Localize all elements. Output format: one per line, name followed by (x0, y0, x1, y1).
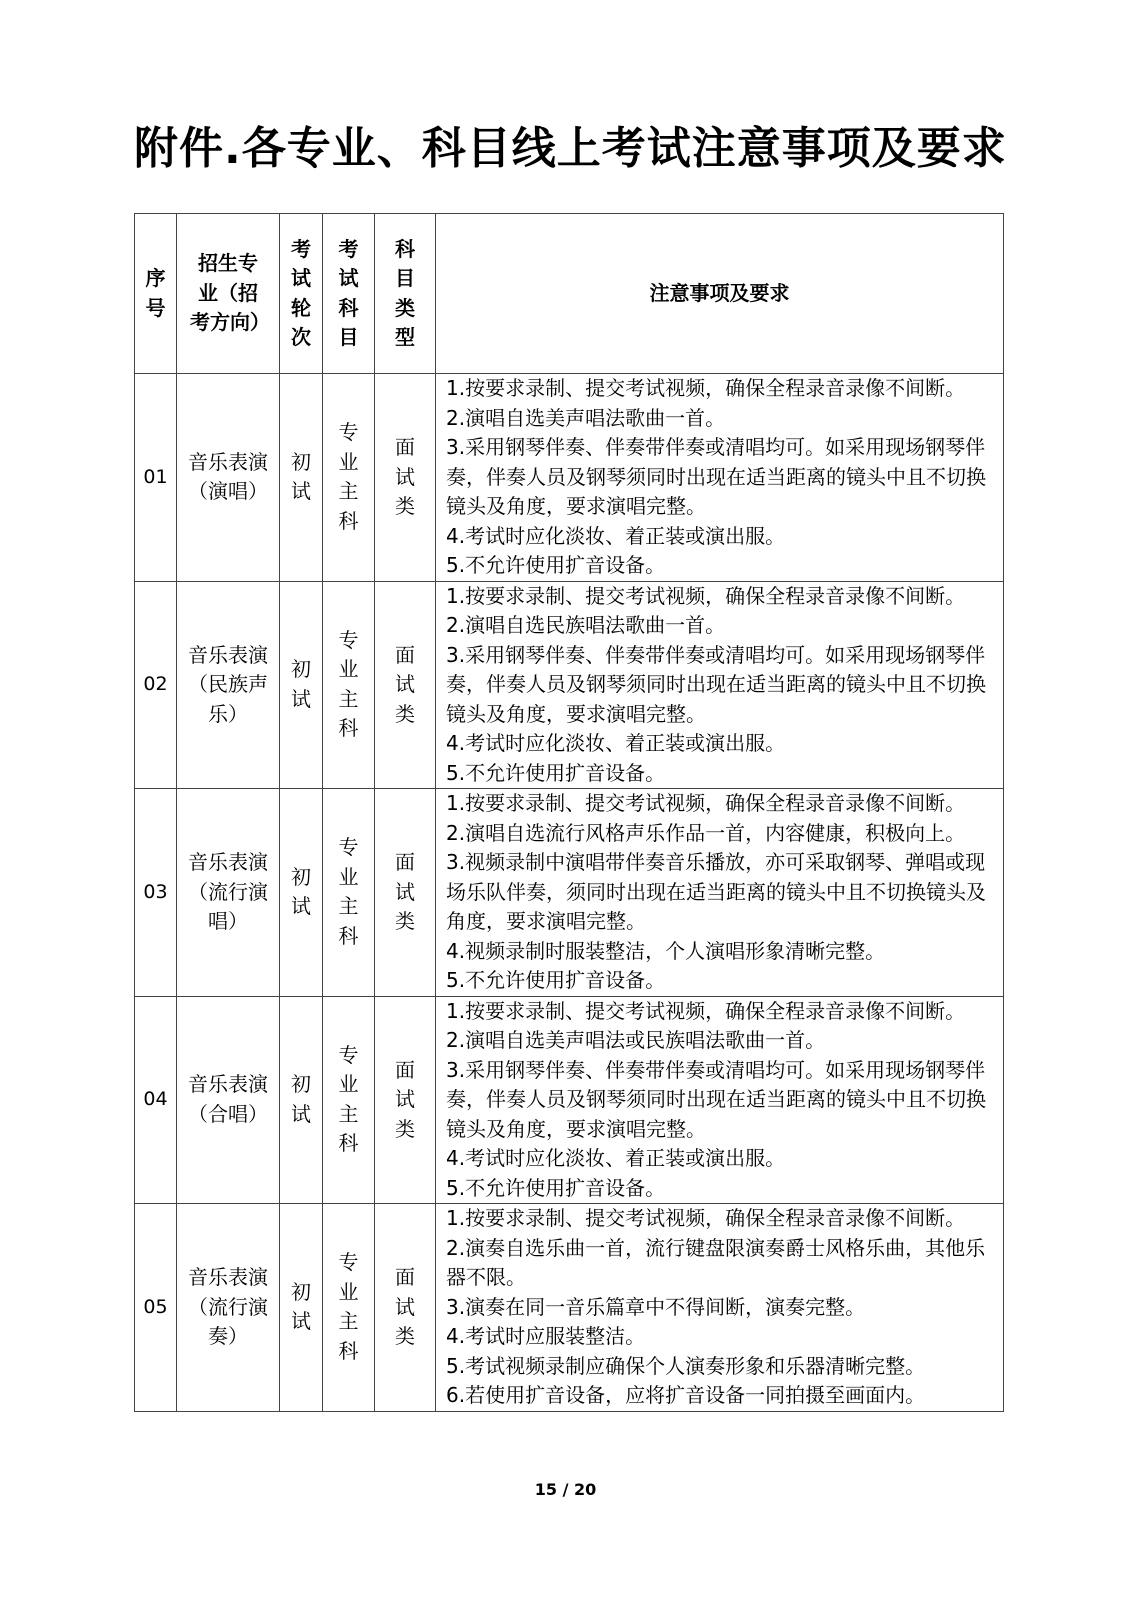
row-index: 02 (135, 581, 177, 789)
row-major: 音乐表演（流行演唱） (177, 789, 280, 997)
table-body (135, 374, 1004, 1412)
table-row (135, 996, 1004, 1204)
row-subject: 专业主科 (323, 1204, 375, 1412)
row-major: 音乐表演（合唱） (177, 996, 280, 1204)
row-requirements (436, 996, 1004, 1204)
row-requirements (436, 374, 1004, 582)
row-major: 音乐表演（演唱） (177, 374, 280, 582)
row-subject: 专业主科 (323, 789, 375, 997)
row-category: 面试类 (375, 374, 436, 582)
requirement-item: 2.演唱自选民族唱法歌曲一首。 (446, 613, 726, 637)
row-category: 面试类 (375, 789, 436, 997)
row-requirements (436, 1204, 1004, 1412)
requirement-item: 6.若使用扩音设备，应将扩音设备一同拍摄至画面内。 (446, 1383, 926, 1407)
requirement-item: 4.考试时应服装整洁。 (446, 1324, 646, 1348)
row-major: 音乐表演（民族声乐） (177, 581, 280, 789)
row-round: 初试 (280, 1204, 323, 1412)
requirement-item: 3.采用钢琴伴奏、伴奏带伴奏或清唱均可。如采用现场钢琴伴奏，伴奏人员及钢琴须同时出现在适当距离的镜头中且不切换镜头及角度，要求演唱完整。 (446, 1057, 986, 1141)
requirements-table (134, 213, 1004, 1412)
row-index: 03 (135, 789, 177, 997)
requirement-item: 1.按要求录制、提交考试视频，确保全程录音录像不间断。 (446, 376, 966, 400)
requirement-item: 3.视频录制中演唱带伴奏音乐播放，亦可采取钢琴、弹唱或现场乐队伴奏，须同时出现在适当距离的镜头中且不切换镜头及角度，要求演唱完整。 (446, 850, 986, 933)
row-requirements (436, 581, 1004, 789)
header-requirements: 注意事项及要求 (436, 214, 1004, 374)
requirement-item: 5.不允许使用扩音设备。 (446, 1175, 666, 1200)
row-round: 初试 (280, 374, 323, 582)
row-subject: 专业主科 (323, 996, 375, 1204)
page-title: 附件.各专业、科目线上考试注意事项及要求 (134, 123, 1007, 174)
requirement-item: 3.演奏在同一音乐篇章中不得间断，演奏完整。 (446, 1294, 866, 1319)
table-header-row (135, 214, 1004, 374)
row-round: 初试 (280, 996, 323, 1204)
requirement-item: 1.按要求录制、提交考试视频，确保全程录音录像不间断。 (446, 583, 966, 608)
requirement-item: 2.演唱自选美声唱法或民族唱法歌曲一首。 (446, 1028, 826, 1052)
requirement-item: 2.演唱自选流行风格声乐作品一首，内容健康，积极向上。 (446, 820, 966, 845)
table-row (135, 581, 1004, 789)
requirement-item: 5.不允许使用扩音设备。 (446, 760, 666, 785)
row-category: 面试类 (375, 996, 436, 1204)
requirement-item: 4.考试时应化淡妆、着正装或演出服。 (446, 731, 786, 755)
requirement-item: 2.演奏自选乐曲一首，流行键盘限演奏爵士风格乐曲，其他乐器不限。 (446, 1235, 986, 1289)
row-index: 01 (135, 374, 177, 582)
header-round: 考试轮次 (280, 214, 323, 374)
header-category: 科目类型 (375, 214, 436, 374)
requirement-item: 3.采用钢琴伴奏、伴奏带伴奏或清唱均可。如采用现场钢琴伴奏，伴奏人员及钢琴须同时出现在适当距离的镜头中且不切换镜头及角度，要求演唱完整。 (446, 435, 986, 518)
requirement-item: 4.考试时应化淡妆、着正装或演出服。 (446, 1146, 786, 1170)
requirement-item: 2.演唱自选美声唱法歌曲一首。 (446, 405, 726, 430)
requirement-item: 5.不允许使用扩音设备。 (446, 553, 666, 577)
row-major: 音乐表演（流行演奏） (177, 1204, 280, 1412)
requirement-item: 1.按要求录制、提交考试视频，确保全程录音录像不间断。 (446, 791, 966, 815)
row-category: 面试类 (375, 1204, 436, 1412)
row-index: 04 (135, 996, 177, 1204)
header-major: 招生专业（招考方向） (177, 214, 280, 374)
row-subject: 专业主科 (323, 581, 375, 789)
requirement-item: 4.视频录制时服装整洁，个人演唱形象清晰完整。 (446, 938, 886, 963)
page-number: 15 / 20 (534, 1480, 597, 1499)
requirement-item: 3.采用钢琴伴奏、伴奏带伴奏或清唱均可。如采用现场钢琴伴奏，伴奏人员及钢琴须同时出现在适当距离的镜头中且不切换镜头及角度，要求演唱完整。 (446, 642, 986, 726)
requirement-item: 4.考试时应化淡妆、着正装或演出服。 (446, 523, 786, 548)
requirement-item: 5.不允许使用扩音设备。 (446, 968, 666, 992)
row-index: 05 (135, 1204, 177, 1412)
row-requirements (436, 789, 1004, 997)
row-round: 初试 (280, 789, 323, 997)
row-category: 面试类 (375, 581, 436, 789)
header-subject: 考试科目 (323, 214, 375, 374)
requirement-item: 1.按要求录制、提交考试视频，确保全程录音录像不间断。 (446, 998, 966, 1023)
table-row (135, 789, 1004, 997)
row-subject: 专业主科 (323, 374, 375, 582)
table-row (135, 1204, 1004, 1412)
requirement-item: 1.按要求录制、提交考试视频，确保全程录音录像不间断。 (446, 1206, 966, 1230)
table-row (135, 374, 1004, 582)
header-index: 序号 (135, 214, 177, 374)
row-round: 初试 (280, 581, 323, 789)
requirement-item: 5.考试视频录制应确保个人演奏形象和乐器清晰完整。 (446, 1353, 926, 1378)
